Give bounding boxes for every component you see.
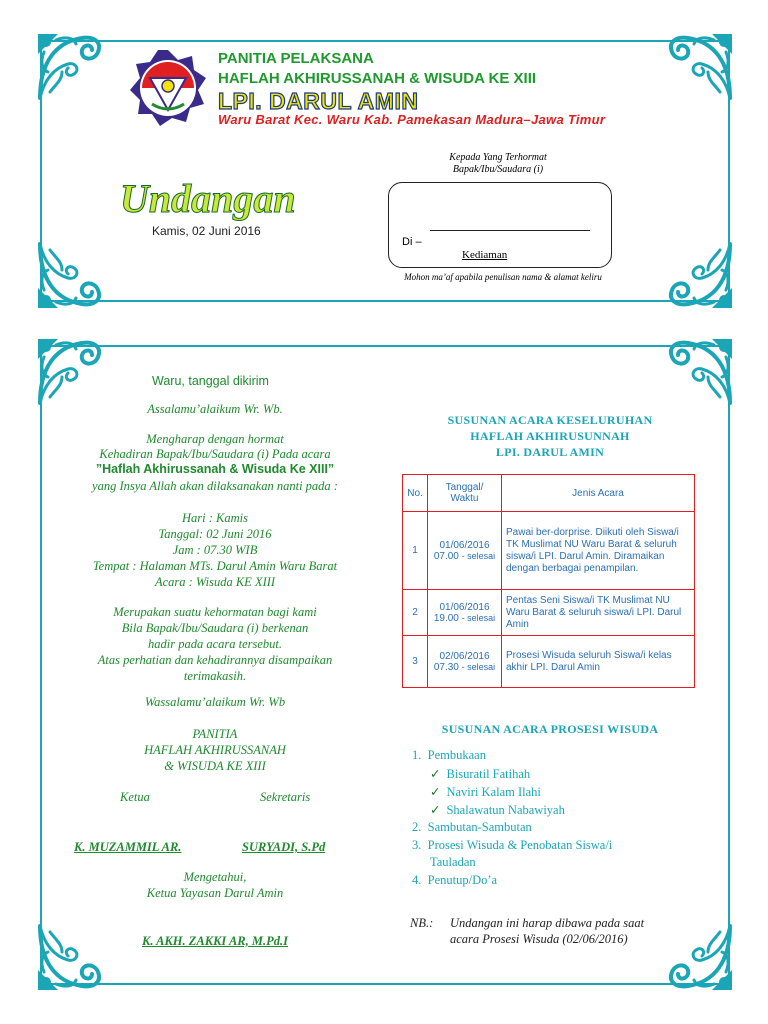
header-no: No. xyxy=(403,475,428,512)
schedule-title xyxy=(405,412,695,460)
ornament-corner-icon xyxy=(664,922,734,992)
letter-place-date: Waru, tanggal dikirim xyxy=(152,374,269,388)
letter-closing-2: Bila Bapak/Ibu/Saudara (i) berkenan xyxy=(121,621,309,635)
letter-farewell: Wassalamu’alaikum Wr. Wb xyxy=(144,695,286,709)
ornament-corner-icon xyxy=(36,922,106,992)
row-no: 2 xyxy=(403,590,428,636)
chair-label: Ketua xyxy=(120,790,150,804)
list-item xyxy=(412,820,532,835)
list-item xyxy=(412,838,612,853)
letter-closing-4: Atas perhatian dan kehadirannya disampaikan xyxy=(97,653,333,667)
foundation-chair-name: K. AKH. ZAKKI AR, M.Pd.I xyxy=(142,934,288,948)
check-icon: ✓ xyxy=(430,767,441,781)
ornament-corner-icon xyxy=(664,337,734,407)
list-num: 2. xyxy=(412,820,422,834)
row-activity: Prosesi Wisuda seluruh Siswa/i kelas akhir LPI. Darul Amin xyxy=(502,636,695,688)
row-time-cell xyxy=(428,636,502,688)
row-time-cell xyxy=(428,512,502,590)
acknowledged-label: Mengetahui, xyxy=(183,870,247,884)
letter-event-name: ”Haflah Akhirussanah & Wisuda Ke XIII” xyxy=(95,462,335,476)
institution-address: Waru Barat Kec. Waru Kab. Pamekasan Madura–Jawa Timur xyxy=(218,112,606,127)
row-time: 07.30 xyxy=(433,661,459,673)
chair-name: K. MUZAMMIL AR. xyxy=(74,840,182,854)
subitem-label: Bisuratil Fatihah xyxy=(446,767,531,781)
row-date: 02/06/2016 xyxy=(439,650,490,662)
institution-logo xyxy=(128,48,208,128)
list-label: Sambutan-Sambutan xyxy=(427,820,532,834)
subitem-label: Shalawatun Nabawiyah xyxy=(446,803,565,817)
list-label: Prosesi Wisuda & Penobatan Siswa/i xyxy=(427,838,613,852)
list-item xyxy=(412,748,486,763)
schedule-table xyxy=(402,474,695,688)
ornament-corner-icon xyxy=(664,32,734,102)
check-icon: ✓ xyxy=(430,785,441,799)
ornament-corner-icon xyxy=(664,240,734,310)
signature-org-2: HAFLAH AKHIRUSSANAH xyxy=(144,743,286,757)
row-end: - selesai xyxy=(461,550,496,561)
secretary-label: Sekretaris xyxy=(260,790,311,804)
note-line-2: acara Prosesi Wisuda (02/06/2016) xyxy=(450,932,628,946)
ornament-corner-icon xyxy=(36,337,106,407)
list-num: 4. xyxy=(412,873,422,887)
row-no: 1 xyxy=(403,512,428,590)
letter-greeting: Assalamu’alaikum Wr. Wb. xyxy=(147,402,283,416)
list-num: 3. xyxy=(412,838,422,852)
check-icon: ✓ xyxy=(430,803,441,817)
list-subitem xyxy=(430,766,530,782)
letter-intro-2: Kehadiran Bapak/Ibu/Saudara (i) Pada acara xyxy=(99,447,331,461)
row-date: 01/06/2016 xyxy=(439,601,490,613)
letter-agenda: Acara : Wisuda KE XIII xyxy=(154,575,276,589)
apology-note: Mohon ma’af apabila penulisan nama & alamat keliru xyxy=(404,272,602,282)
event-heading: HAFLAH AKHIRUSSANAH & WISUDA KE XIII xyxy=(218,70,537,87)
table-row xyxy=(403,512,695,590)
row-time: 07.00 xyxy=(433,550,459,562)
note-label: NB.: xyxy=(410,916,434,930)
header-activity: Jenis Acara xyxy=(502,475,695,512)
schedule-title-1: SUSUNAN ACARA KESELURUHAN xyxy=(447,413,653,427)
list-subitem xyxy=(430,802,565,818)
institution-name: LPI. DARUL AMIN xyxy=(218,88,419,114)
list-item xyxy=(412,873,497,888)
list-label: Penutup/Do’a xyxy=(427,873,498,887)
table-row xyxy=(403,636,695,688)
table-row xyxy=(403,590,695,636)
letter-intro-1: Mengharap dengan hormat xyxy=(146,432,284,446)
committee-heading: PANITIA PELAKSANA xyxy=(218,50,374,67)
letter-closing-3: hadir pada acara tersebut. xyxy=(147,637,283,651)
row-end: - selesai xyxy=(461,661,496,672)
schedule-title-2: HAFLAH AKHIRUSUNNAH xyxy=(470,429,630,443)
row-time-cell xyxy=(428,590,502,636)
row-activity: Pentas Seni Siswa/i TK Muslimat NU Waru Barat & seluruh siswa/i LPI. Darul Amin xyxy=(502,590,695,636)
recipient-title: Bapak/Ibu/Saudara (i) xyxy=(452,164,544,175)
recipient-di-label: Di – xyxy=(402,236,422,248)
letter-place: Tempat : Halaman MTs. Darul Amin Waru Barat xyxy=(92,559,338,573)
ornament-corner-icon xyxy=(36,240,106,310)
recipient-name-line xyxy=(430,230,590,231)
signature-org-1: PANITIA xyxy=(192,727,238,741)
ornament-corner-icon xyxy=(36,32,106,102)
letter-intro-3: yang Insya Allah akan dilaksanakan nanti pada : xyxy=(92,479,338,493)
row-time: 19.00 xyxy=(433,612,459,624)
schedule-title-3: LPI. DARUL AMIN xyxy=(495,445,605,459)
recipient-residence: Kediaman xyxy=(462,249,508,261)
table-header-row xyxy=(403,475,695,512)
recipient-salutation: Kepada Yang Terhormat xyxy=(449,152,547,163)
list-subitem xyxy=(430,784,541,800)
letter-time: Jam : 07.30 WIB xyxy=(172,543,258,557)
signature-org-3: & WISUDA KE XIII xyxy=(164,759,266,773)
letter-closing-1: Merupakan suatu kehormatan bagi kami xyxy=(113,605,317,619)
list-num: 1. xyxy=(412,748,422,762)
letter-closing-5: terimakasih. xyxy=(183,669,247,683)
secretary-name: SURYADI, S.Pd xyxy=(242,840,326,854)
header-time: Tanggal/ Waktu xyxy=(428,475,502,512)
row-end: - selesai xyxy=(461,612,496,623)
letter-day: Hari : Kamis xyxy=(182,511,248,525)
note-line-1: Undangan ini harap dibawa pada saat xyxy=(450,916,645,930)
foundation-chair-label: Ketua Yayasan Darul Amin xyxy=(146,886,284,900)
invitation-date: Kamis, 02 Juni 2016 xyxy=(152,224,261,238)
row-activity: Pawai ber-dorprise. Diikuti oleh Siswa/i TK Muslimat NU Waru Barat & seluruh siswa/i LPI. Darul Amin. Diramaikan dengan berbagai penampilan. xyxy=(502,512,695,590)
subitem-label: Naviri Kalam Ilahi xyxy=(446,785,541,799)
row-date: 01/06/2016 xyxy=(439,539,490,551)
procession-title: SUSUNAN ACARA PROSESI WISUDA xyxy=(441,722,659,736)
list-label: Pembukaan xyxy=(427,748,486,762)
invitation-title: Undangan xyxy=(120,176,296,221)
letter-date: Tanggal: 02 Juni 2016 xyxy=(158,527,272,541)
list-item-continuation: Tauladan xyxy=(430,855,476,869)
row-no: 3 xyxy=(403,636,428,688)
